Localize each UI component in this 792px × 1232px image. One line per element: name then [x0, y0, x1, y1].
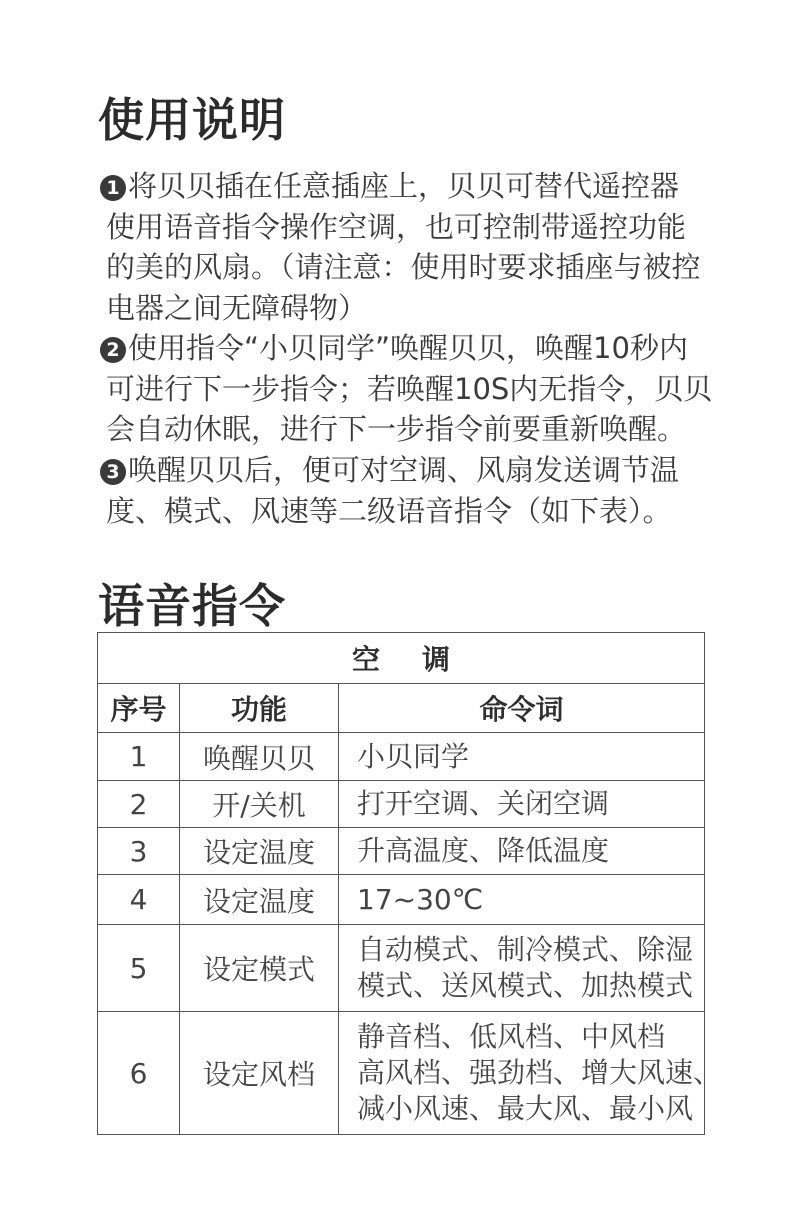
table-title: 空调 [98, 633, 705, 684]
number-badge-icon: 2 [100, 337, 126, 363]
usage-item-2-line-2: 可进行下一步指令；若唤醒10S内无指令，贝贝 [106, 371, 713, 406]
table-row [98, 781, 705, 828]
row-command: 打开空调、关闭空调 [339, 781, 705, 828]
usage-item-1-line-4: 电器之间无障碍物） [106, 290, 368, 325]
row-command: 17~30℃ [339, 875, 705, 925]
header-function: 功能 [180, 684, 339, 733]
usage-item-1-line-3: 的美的风扇。（请注意：使用时要求插座与被控 [106, 250, 701, 284]
row-no: 4 [98, 875, 180, 925]
row-function: 设定温度 [180, 828, 339, 875]
row-no: 5 [98, 925, 180, 1012]
header-no: 序号 [98, 684, 180, 733]
table-row [98, 1012, 705, 1135]
voice-command-table [97, 632, 722, 1135]
table-row [98, 733, 705, 781]
row-function: 设定温度 [180, 875, 339, 925]
row-function: 设定风档 [180, 1012, 339, 1135]
usage-item-2-line-1: 2 使用指令“小贝同学”唤醒贝贝，唤醒10秒内 [100, 328, 720, 369]
table-header-row [98, 684, 705, 733]
usage-item-2 [100, 328, 720, 450]
row-command: 升高温度、降低温度 [339, 828, 705, 875]
row-command: 静音档、低风档、中风档 高风档、强劲档、增大风速、 减小风速、最大风、最小风 [339, 1012, 705, 1135]
row-function: 开/关机 [180, 781, 339, 828]
usage-item-1-line-1: 1 将贝贝插在任意插座上，贝贝可替代遥控器 [100, 166, 720, 207]
table-title-row [98, 633, 705, 684]
number-badge-icon: 1 [100, 175, 126, 201]
usage-item-1-line-2: 使用语音指令操作空调，也可控制带遥控功能 [106, 209, 687, 244]
usage-title: 使用说明 [98, 93, 286, 147]
header-command: 命令词 [339, 684, 705, 733]
usage-item-3 [100, 450, 720, 531]
table-row [98, 875, 705, 925]
commands-title: 语音指令 [98, 579, 286, 633]
usage-item-2-line-3: 会自动休眠，进行下一步指令前要重新唤醒。 [106, 412, 687, 446]
row-function: 唤醒贝贝 [180, 733, 339, 781]
number-badge-icon: 3 [100, 459, 126, 485]
usage-item-3-line-1: 3 唤醒贝贝后，便可对空调、风扇发送调节温 [100, 450, 720, 491]
table-row [98, 925, 705, 1012]
row-command: 小贝同学 [339, 733, 705, 781]
row-command: 自动模式、制冷模式、除湿 模式、送风模式、加热模式 [339, 925, 705, 1012]
row-no: 6 [98, 1012, 180, 1135]
usage-item-1 [100, 166, 720, 328]
row-no: 1 [98, 733, 180, 781]
table-row [98, 828, 705, 875]
row-function: 设定模式 [180, 925, 339, 1012]
row-no: 2 [98, 781, 180, 828]
row-no: 3 [98, 828, 180, 875]
usage-item-3-line-2: 度、模式、风速等二级语音指令（如下表）。 [106, 493, 672, 528]
